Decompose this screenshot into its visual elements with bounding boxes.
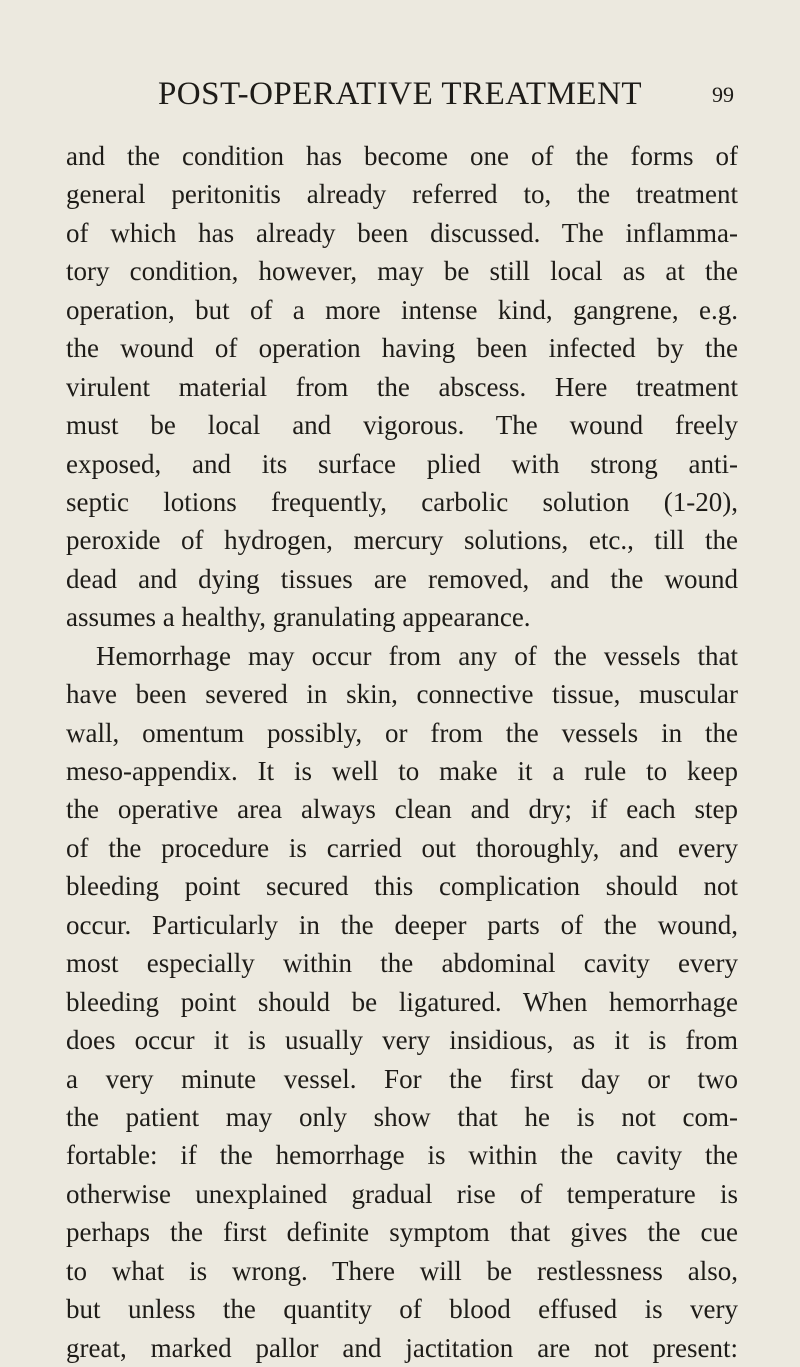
text-line: operation, but of a more intense kind, gangrene, e.g. (66, 294, 738, 325)
text-line: tory condition, however, may be still local as at the (66, 256, 738, 287)
text-line: to what is wrong. There will be restlessness also, (66, 1255, 738, 1286)
text-line-paragraph-end: assumes a healthy, granulating appearance. (66, 602, 531, 633)
text-line: great, marked pallor and jactitation are not present: (66, 1332, 738, 1363)
text-line: but unless the quantity of blood effused is very (66, 1294, 738, 1325)
text-line: have been severed in skin, connective tissue, muscular (66, 679, 738, 710)
text-line: dead and dying tissues are removed, and the wound (66, 563, 738, 594)
text-line: a very minute vessel. For the first day or two (66, 1063, 738, 1094)
text-line: bleeding point should be ligatured. When hemorrhage (66, 986, 738, 1017)
text-line: of which has already been discussed. The inflamma- (66, 217, 738, 248)
text-line: bleeding point secured this complication should not (66, 871, 738, 902)
running-head-title: POST-OPERATIVE TREATMENT (157, 76, 643, 112)
text-line: meso-appendix. It is well to make it a rule to keep (66, 756, 738, 786)
text-line: peroxide of hydrogen, mercury solutions, etc., till the (66, 525, 738, 556)
text-line: otherwise unexplained gradual rise of temperature is (66, 1178, 738, 1209)
text-line: and the condition has become one of the forms of (66, 141, 738, 171)
text-line: virulent material from the abscess. Here treatment (66, 371, 738, 402)
text-line: the wound of operation having been infected by the (66, 333, 738, 364)
text-line: must be local and vigorous. The wound freely (66, 410, 738, 441)
text-line: septic lotions frequently, carbolic solution (1-20), (66, 486, 738, 517)
text-line: fortable: if the hemorrhage is within the cavity the (66, 1140, 738, 1171)
page-number: 99 (712, 82, 734, 107)
text-line: the operative area always clean and dry; if each step (66, 794, 738, 825)
text-line-paragraph-start: Hemorrhage may occur from any of the vessels that (96, 640, 738, 671)
text-line: most especially within the abdominal cavity every (66, 948, 738, 979)
text-line: the patient may only show that he is not com- (66, 1101, 738, 1132)
text-line: occur. Particularly in the deeper parts of the wound, (66, 909, 738, 940)
text-line: general peritonitis already referred to, the treatment (66, 179, 738, 210)
text-line: wall, omentum possibly, or from the vessels in the (66, 717, 738, 748)
text-line: of the procedure is carried out thoroughly, and every (66, 832, 738, 863)
text-line: perhaps the first definite symptom that gives the cue (66, 1217, 738, 1248)
text-line: exposed, and its surface plied with strong anti- (66, 448, 738, 479)
text-line: does occur it is usually very insidious, as it is from (66, 1025, 738, 1056)
running-head (66, 76, 734, 116)
body-text (66, 137, 738, 1367)
